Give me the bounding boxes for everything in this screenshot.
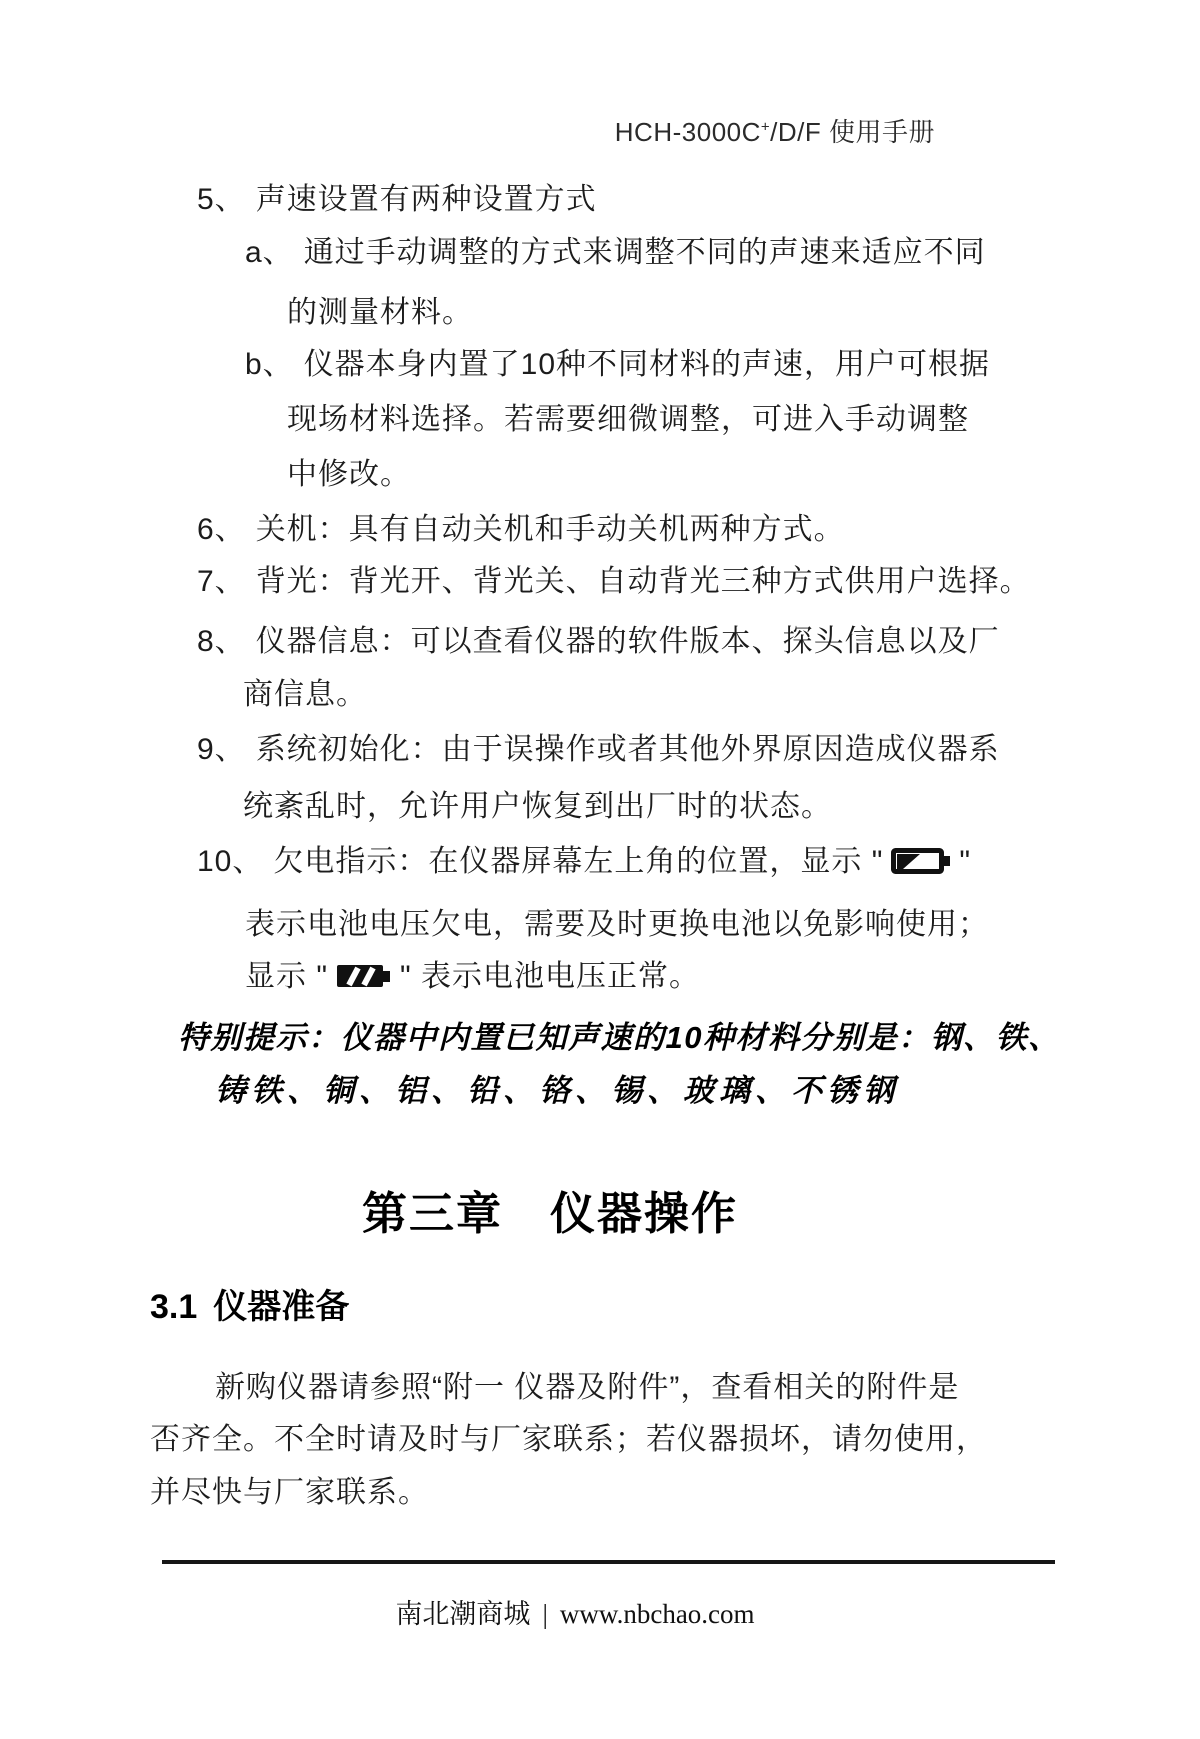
list-item-8-text-2: 商信息。: [243, 678, 367, 711]
list-item-5a-marker: a、: [245, 236, 294, 269]
list-item-10-marker: 10、: [197, 845, 264, 878]
battery-normal-icon: [336, 961, 392, 991]
list-item-5: [197, 180, 597, 220]
special-note-line-1: [178, 1017, 1060, 1059]
list-item-5b-marker: b、: [245, 348, 294, 381]
list-item-8-line-1: [197, 622, 1000, 662]
list-item-5a-line-1: [245, 233, 986, 273]
list-item-5b-line-2: [287, 400, 969, 440]
list-item-5a-line-2: [287, 293, 473, 333]
footer-text: [0, 1592, 1150, 1631]
footer-site-name: 南北潮商城: [395, 1599, 531, 1629]
list-item-7-marker: 7、: [197, 565, 246, 598]
list-item-10-quote-close: ": [959, 845, 972, 878]
paragraph-line-1: 新购仪器请参照“附一 仪器及附件”，查看相关的附件是: [215, 1371, 960, 1404]
list-item-8-marker: 8、: [197, 625, 246, 658]
list-item-10-line-3: [245, 957, 700, 997]
list-item-9-line-1: [197, 730, 1000, 770]
list-item-8-line-2: [243, 675, 367, 715]
footer-url: www.nbchao.com: [559, 1599, 755, 1629]
list-item-10-text-2: 表示电池电压欠电，需要及时更换电池以免影响使用；: [245, 908, 989, 941]
section-heading: [150, 1286, 349, 1328]
page-header: [0, 112, 935, 149]
list-item-9-text-2: 统紊乱时，允许用户恢复到出厂时的状态。: [243, 790, 832, 823]
list-item-7: [197, 562, 1031, 602]
footer-rule: [162, 1560, 1055, 1564]
list-item-10-text-4: " 表示电池电压正常。: [399, 960, 700, 993]
list-item-10-text-1: 欠电指示：在仪器屏幕左上角的位置，显示 ": [273, 845, 884, 878]
list-item-5-marker: 5、: [197, 183, 246, 216]
list-item-5b-text-1: 仪器本身内置了10种不同材料的声速，用户可根据: [303, 348, 991, 381]
list-item-5b-line-3: [287, 455, 411, 495]
header-model: HCH-3000C: [614, 117, 761, 147]
special-note-text-2: 铸铁、铜、铝、铅、铬、锡、玻璃、不锈钢: [215, 1073, 899, 1108]
paragraph-line-3: 并尽快与厂家联系。: [150, 1476, 429, 1509]
special-note-text-1: 特别提示：仪器中内置已知声速的10种材料分别是：钢、铁、: [178, 1020, 1061, 1055]
list-item-9-line-2: [243, 787, 832, 827]
battery-low-icon: [891, 846, 951, 876]
list-item-5a-text-1: 通过手动调整的方式来调整不同的声速来适应不同: [303, 236, 986, 269]
section-number: 3.1: [150, 1288, 198, 1326]
special-note-line-2: [215, 1070, 899, 1112]
section-title: 仪器准备: [213, 1288, 350, 1326]
chapter-title: 第三章 仪器操作: [361, 1188, 738, 1239]
list-item-10-line-1: [197, 842, 971, 882]
list-item-9-text-1: 系统初始化：由于误操作或者其他外界原因造成仪器系: [255, 733, 1000, 766]
list-item-10-text-3: 显示 ": [245, 960, 328, 993]
list-item-8-text-1: 仪器信息：可以查看仪器的软件版本、探头信息以及厂: [255, 625, 1000, 658]
header-model-sup: +: [760, 118, 771, 136]
list-item-10-line-2: [245, 905, 989, 945]
list-item-9-marker: 9、: [197, 733, 246, 766]
list-item-7-text: 背光：背光开、背光关、自动背光三种方式供用户选择。: [255, 565, 1031, 598]
list-item-6: [197, 510, 845, 550]
header-model-rest: /D/F 使用手册: [770, 117, 935, 147]
list-item-6-marker: 6、: [197, 513, 246, 546]
list-item-5b-text-3: 中修改。: [287, 458, 411, 491]
paragraph-line-2: 否齐全。不全时请及时与厂家联系；若仪器损坏，请勿使用，: [150, 1423, 987, 1456]
list-item-5a-text-2: 的测量材料。: [287, 296, 473, 329]
footer-separator: |: [542, 1599, 548, 1629]
list-item-6-text: 关机：具有自动关机和手动关机两种方式。: [255, 513, 845, 546]
list-item-5b-text-2: 现场材料选择。若需要细微调整，可进入手动调整: [287, 403, 969, 436]
list-item-5b-line-1: [245, 345, 990, 385]
list-item-5-text: 声速设置有两种设置方式: [255, 183, 597, 216]
